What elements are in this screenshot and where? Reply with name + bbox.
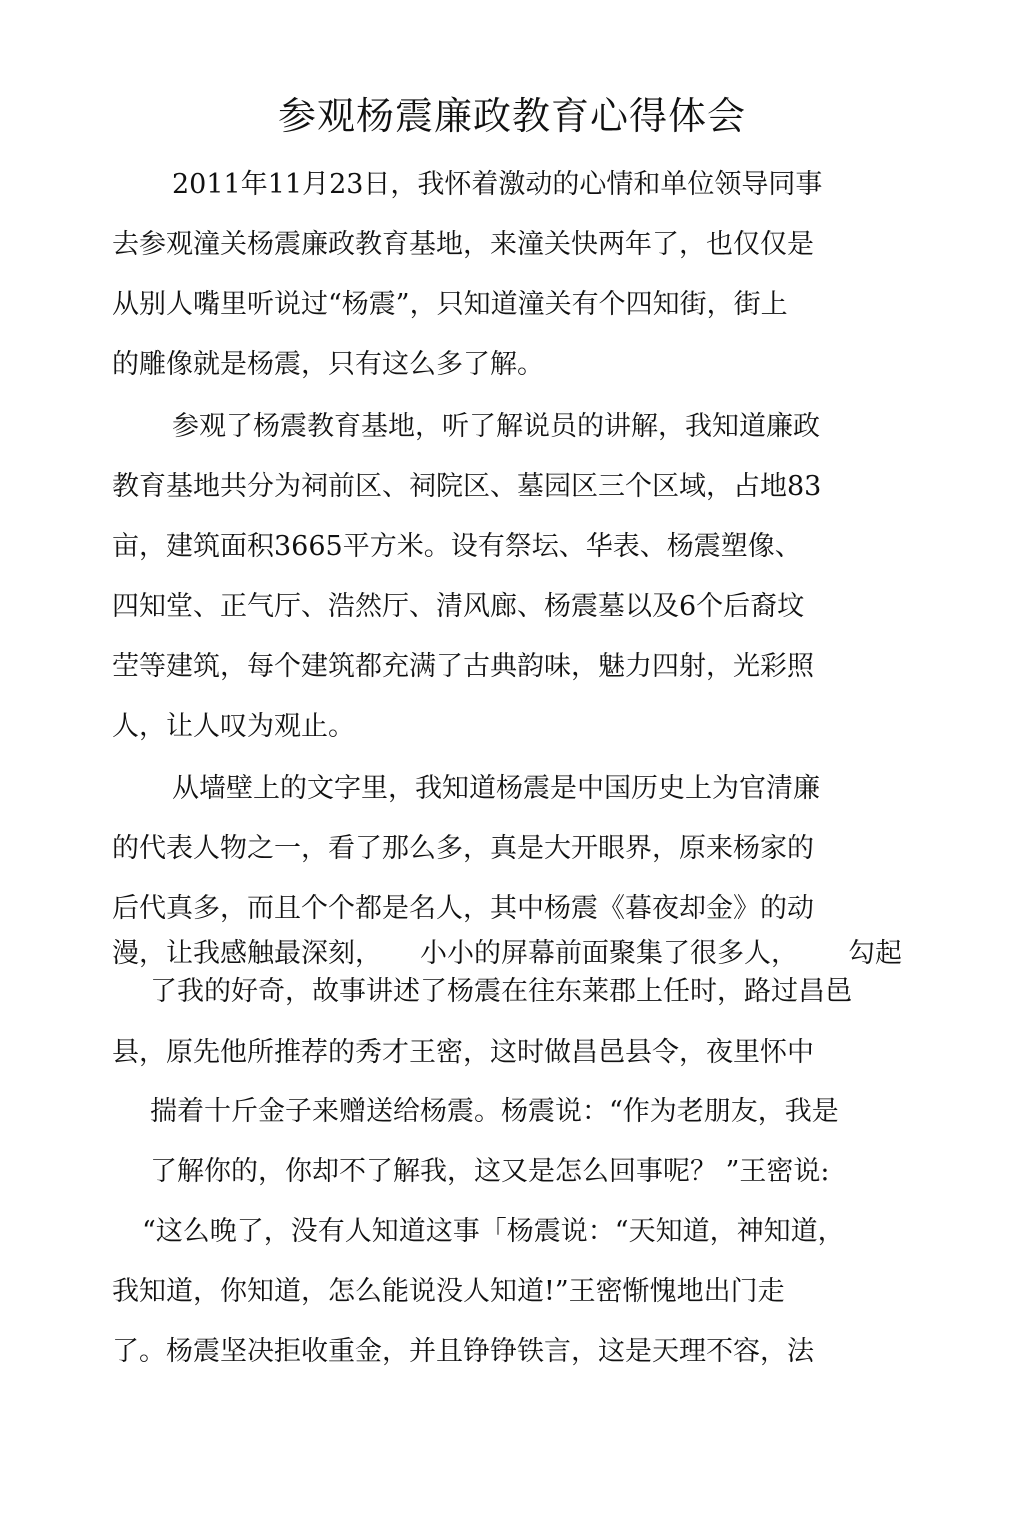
text-line: 亩，建筑面积3665平方米。设有祭坛、华表、杨震塑像、 [112,531,802,562]
document-title: 参观杨震廉政教育心得体会 [277,94,746,138]
text-line: 漫，让我感触最深刻， [112,938,382,969]
text-line: 四知堂、正气厅、浩然厅、清风廊、杨震墓以及6个后裔坟 [112,591,805,622]
text-line: 后代真多，而且个个都是名人，其中杨震《暮夜却金》的动 [112,893,814,924]
text-line: 小小的屏幕前面聚集了很多人， [420,938,798,969]
text-line: 教育基地共分为祠前区、祠院区、墓园区三个区域，占地83 [112,471,822,502]
text-line: 揣着十斤金子来赠送给杨震。杨震说：“作为老朋友，我是 [150,1096,839,1127]
text-line: 去参观潼关杨震廉政教育基地，来潼关快两年了，也仅仅是 [112,229,814,260]
text-line: 茔等建筑，每个建筑都充满了古典韵味，魅力四射，光彩照 [112,651,814,682]
text-line: 人，让人叹为观止。 [112,711,355,742]
text-line: 我知道，你知道，怎么能说没人知道!”王密惭愧地出门走 [112,1276,785,1307]
text-line: 了我的好奇，故事讲述了杨震在往东莱郡上任时，路过昌邑 [150,976,852,1007]
text-line: 的代表人物之一，看了那么多，真是大开眼界，原来杨家的 [112,833,814,864]
text-line: 的雕像就是杨震，只有这么多了解。 [112,349,544,380]
text-line: 参观了杨震教育基地，听了解说员的讲解，我知道廉政 [172,411,820,442]
text-line: 县，原先他所推荐的秀才王密，这时做昌邑县令，夜里怀中 [112,1037,814,1068]
text-line: 从别人嘴里听说过“杨震”，只知道潼关有个四知街，街上 [112,289,788,320]
text-line: 2011年11月23日，我怀着激动的心情和单位领导同事 [172,169,823,200]
text-line: 了。杨震坚决拒收重金，并且铮铮铁言，这是天理不容，法 [112,1336,814,1367]
text-line: 了解你的，你却不了解我，这又是怎么回事呢？ ”王密说: [150,1156,830,1187]
text-line: “这么晚了，没有人知道这事「杨震说：“天知道，神知道， [142,1216,845,1247]
text-line: 从墙壁上的文字里，我知道杨震是中国历史上为官清廉 [172,773,820,804]
text-line: 勾起 [848,938,902,969]
